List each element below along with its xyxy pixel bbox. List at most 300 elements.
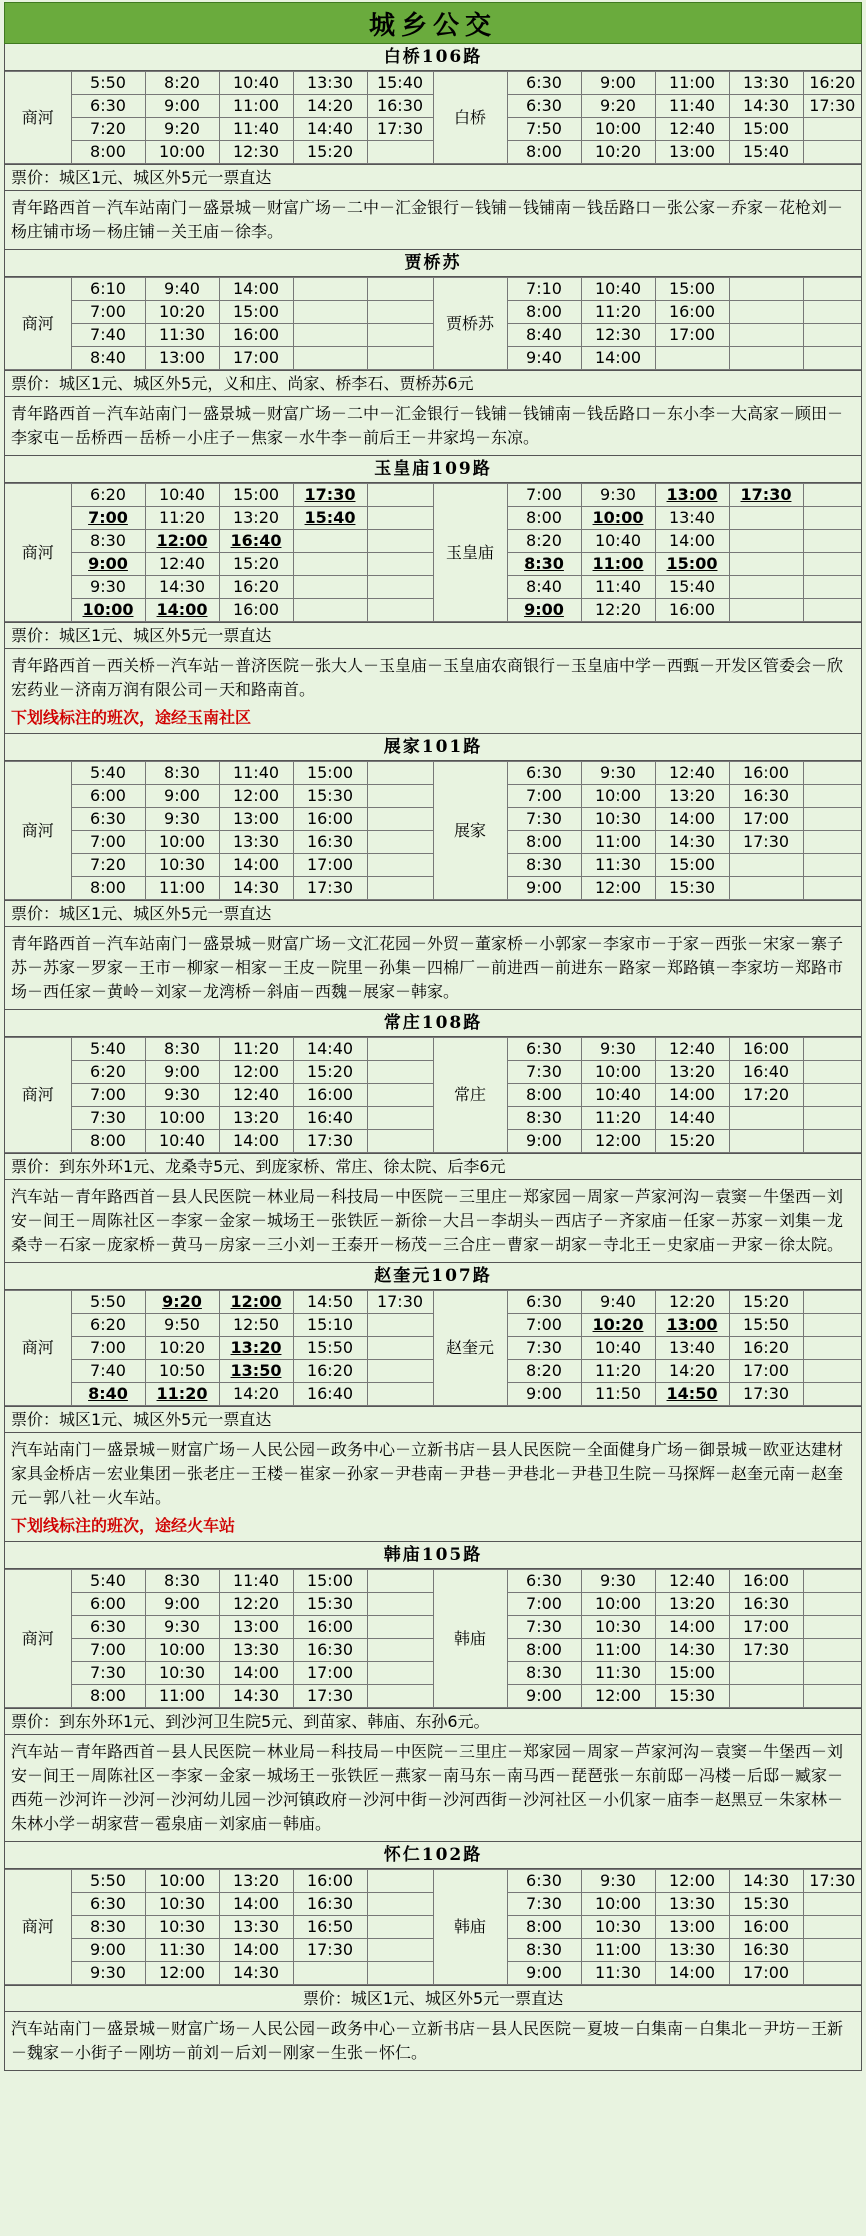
time-cell: 13:30 xyxy=(219,1916,293,1939)
time-cell: 14:50 xyxy=(293,1291,367,1314)
time-cell: 12:40 xyxy=(219,1084,293,1107)
schedule-table xyxy=(5,1869,861,1985)
time-cell: 15:00 xyxy=(729,118,803,141)
time-cell xyxy=(367,553,433,576)
time-cell: 16:00 xyxy=(219,599,293,622)
time-cell: 7:00 xyxy=(507,1314,581,1337)
time-cell: 13:00 xyxy=(655,1314,729,1337)
time-cell: 11:40 xyxy=(581,576,655,599)
time-cell xyxy=(367,1662,433,1685)
time-cell xyxy=(803,118,861,141)
time-cell: 9:00 xyxy=(507,1130,581,1153)
time-cell: 16:00 xyxy=(293,1084,367,1107)
time-cell: 14:20 xyxy=(293,95,367,118)
time-cell: 8:30 xyxy=(145,762,219,785)
time-cell: 14:50 xyxy=(655,1383,729,1406)
time-cell: 14:40 xyxy=(293,1038,367,1061)
time-cell: 11:30 xyxy=(581,854,655,877)
time-cell xyxy=(803,762,861,785)
time-cell: 5:50 xyxy=(71,72,145,95)
time-cell: 16:00 xyxy=(219,324,293,347)
time-cell: 9:40 xyxy=(507,347,581,370)
origin-station: 商河 xyxy=(5,1570,71,1708)
time-cell: 14:20 xyxy=(655,1360,729,1383)
time-cell: 10:20 xyxy=(145,1337,219,1360)
time-cell: 12:40 xyxy=(655,1038,729,1061)
time-cell: 7:10 xyxy=(507,278,581,301)
time-cell: 11:20 xyxy=(581,1360,655,1383)
time-cell: 17:30 xyxy=(367,118,433,141)
time-cell: 12:00 xyxy=(581,1685,655,1708)
route-title: 玉皇庙109路 xyxy=(5,456,861,483)
time-cell: 9:30 xyxy=(145,808,219,831)
time-cell xyxy=(367,1916,433,1939)
time-cell xyxy=(803,808,861,831)
time-cell xyxy=(803,530,861,553)
time-cell: 14:30 xyxy=(219,1685,293,1708)
time-cell: 12:00 xyxy=(581,1130,655,1153)
time-cell: 10:40 xyxy=(581,1084,655,1107)
route-title: 韩庙105路 xyxy=(5,1542,861,1569)
time-cell: 12:40 xyxy=(655,762,729,785)
table-row xyxy=(5,1570,861,1593)
time-cell: 8:40 xyxy=(71,347,145,370)
time-cell: 7:30 xyxy=(507,1893,581,1916)
time-cell: 9:00 xyxy=(145,95,219,118)
time-cell xyxy=(367,831,433,854)
time-cell: 6:20 xyxy=(71,1061,145,1084)
fare-info: 票价：城区1元、城区外5元一票直达 xyxy=(5,622,861,648)
time-cell: 16:30 xyxy=(293,1893,367,1916)
time-cell: 12:00 xyxy=(145,1962,219,1985)
time-cell: 17:30 xyxy=(293,1939,367,1962)
time-cell: 14:00 xyxy=(581,347,655,370)
time-cell: 9:00 xyxy=(507,599,581,622)
time-cell: 16:00 xyxy=(729,1916,803,1939)
time-cell xyxy=(729,278,803,301)
time-cell: 9:30 xyxy=(581,1038,655,1061)
time-cell: 10:30 xyxy=(145,1662,219,1685)
time-cell: 5:40 xyxy=(71,1570,145,1593)
time-cell: 16:00 xyxy=(293,1616,367,1639)
schedule-table xyxy=(5,1569,861,1708)
time-cell xyxy=(293,553,367,576)
time-cell: 15:40 xyxy=(367,72,433,95)
time-cell: 16:50 xyxy=(293,1916,367,1939)
time-cell: 15:30 xyxy=(293,1593,367,1616)
time-cell xyxy=(367,1616,433,1639)
time-cell xyxy=(803,1383,861,1406)
time-cell: 11:30 xyxy=(145,324,219,347)
time-cell: 16:00 xyxy=(293,808,367,831)
time-cell xyxy=(803,1893,861,1916)
destination-station: 白桥 xyxy=(433,72,507,164)
time-cell: 7:50 xyxy=(507,118,581,141)
time-cell: 9:20 xyxy=(581,95,655,118)
time-cell: 10:00 xyxy=(581,785,655,808)
origin-station: 商河 xyxy=(5,72,71,164)
time-cell: 17:00 xyxy=(729,1962,803,1985)
time-cell: 8:00 xyxy=(71,877,145,900)
time-cell: 8:30 xyxy=(507,1662,581,1685)
time-cell: 17:00 xyxy=(293,854,367,877)
time-cell: 15:30 xyxy=(729,1893,803,1916)
schedule-table xyxy=(5,277,861,370)
time-cell xyxy=(367,324,433,347)
time-cell: 10:00 xyxy=(71,599,145,622)
time-cell xyxy=(367,877,433,900)
time-cell: 7:20 xyxy=(71,118,145,141)
time-cell xyxy=(803,1685,861,1708)
time-cell: 15:30 xyxy=(655,1685,729,1708)
time-cell xyxy=(729,1107,803,1130)
time-cell: 7:30 xyxy=(71,1662,145,1685)
time-cell: 14:00 xyxy=(655,1616,729,1639)
time-cell: 9:20 xyxy=(145,118,219,141)
table-row xyxy=(5,762,861,785)
time-cell: 14:00 xyxy=(219,278,293,301)
route-block xyxy=(4,250,862,456)
time-cell: 12:40 xyxy=(655,1570,729,1593)
time-cell: 5:50 xyxy=(71,1291,145,1314)
time-cell xyxy=(367,1038,433,1061)
time-cell: 8:00 xyxy=(71,1130,145,1153)
time-cell: 12:40 xyxy=(655,118,729,141)
time-cell: 16:30 xyxy=(367,95,433,118)
time-cell: 9:30 xyxy=(71,576,145,599)
time-cell: 7:30 xyxy=(507,1061,581,1084)
time-cell xyxy=(803,599,861,622)
schedule-table xyxy=(5,761,861,900)
time-cell xyxy=(367,1685,433,1708)
time-cell: 14:00 xyxy=(219,1939,293,1962)
time-cell: 14:00 xyxy=(219,1130,293,1153)
time-cell: 16:30 xyxy=(729,1939,803,1962)
time-cell: 11:40 xyxy=(219,1570,293,1593)
time-cell: 11:20 xyxy=(145,1383,219,1406)
stop-list: 青年路西首－汽车站南门－盛景城－财富广场－二中－汇金银行－钱铺－钱铺南－钱岳路口－张公家－乔家－花枪刘－杨庄铺市场－杨庄铺－关王庙－徐李。 xyxy=(5,190,861,249)
time-cell: 13:00 xyxy=(219,1616,293,1639)
time-cell: 17:30 xyxy=(293,484,367,507)
time-cell: 14:00 xyxy=(219,1662,293,1685)
time-cell: 15:20 xyxy=(293,141,367,164)
time-cell: 6:10 xyxy=(71,278,145,301)
time-cell: 5:50 xyxy=(71,1870,145,1893)
time-cell xyxy=(803,785,861,808)
time-cell: 8:30 xyxy=(145,1038,219,1061)
time-cell: 13:20 xyxy=(655,785,729,808)
time-cell: 8:00 xyxy=(507,831,581,854)
time-cell xyxy=(293,576,367,599)
time-cell: 15:00 xyxy=(655,1662,729,1685)
route-block xyxy=(4,1842,862,2071)
time-cell: 6:20 xyxy=(71,1314,145,1337)
time-cell: 17:30 xyxy=(367,1291,433,1314)
time-cell: 12:20 xyxy=(655,1291,729,1314)
time-cell: 7:40 xyxy=(71,324,145,347)
time-cell: 10:30 xyxy=(145,854,219,877)
time-cell: 15:50 xyxy=(293,1337,367,1360)
time-cell: 7:00 xyxy=(507,1593,581,1616)
stop-list: 青年路西首－西关桥－汽车站－普济医院－张大人－玉皇庙－玉皇庙农商银行－玉皇庙中学－西甄－开发区管委会－欣宏药业－济南万润有限公司－天和路南首。 xyxy=(5,648,861,707)
time-cell: 11:30 xyxy=(581,1662,655,1685)
table-row xyxy=(5,72,861,95)
time-cell: 8:30 xyxy=(507,854,581,877)
time-cell xyxy=(367,1337,433,1360)
time-cell: 16:30 xyxy=(293,1639,367,1662)
route-title: 怀仁102路 xyxy=(5,1842,861,1869)
time-cell: 13:00 xyxy=(655,141,729,164)
time-cell xyxy=(367,1061,433,1084)
time-cell xyxy=(729,599,803,622)
time-cell: 9:30 xyxy=(71,1962,145,1985)
time-cell: 10:00 xyxy=(581,1061,655,1084)
time-cell xyxy=(367,1870,433,1893)
time-cell: 15:00 xyxy=(293,762,367,785)
time-cell: 8:30 xyxy=(71,530,145,553)
time-cell: 10:30 xyxy=(145,1893,219,1916)
time-cell: 14:00 xyxy=(145,599,219,622)
time-cell: 13:40 xyxy=(655,1337,729,1360)
time-cell: 12:50 xyxy=(219,1314,293,1337)
time-cell: 17:30 xyxy=(729,1639,803,1662)
origin-station: 商河 xyxy=(5,484,71,622)
destination-station: 赵奎元 xyxy=(433,1291,507,1406)
time-cell: 8:20 xyxy=(507,1360,581,1383)
route-note: 下划线标注的班次，途经玉南社区 xyxy=(11,708,252,727)
time-cell: 7:20 xyxy=(71,854,145,877)
time-cell: 9:40 xyxy=(581,1291,655,1314)
time-cell: 14:30 xyxy=(219,877,293,900)
time-cell: 11:20 xyxy=(581,301,655,324)
route-list xyxy=(4,44,862,2071)
time-cell: 13:30 xyxy=(655,1939,729,1962)
time-cell: 13:00 xyxy=(145,347,219,370)
time-cell: 6:30 xyxy=(71,1616,145,1639)
time-cell: 7:00 xyxy=(71,1639,145,1662)
time-cell: 6:20 xyxy=(71,484,145,507)
time-cell: 10:40 xyxy=(581,278,655,301)
time-cell: 7:00 xyxy=(507,484,581,507)
time-cell: 10:40 xyxy=(145,1130,219,1153)
time-cell: 15:20 xyxy=(219,553,293,576)
time-cell: 9:40 xyxy=(145,278,219,301)
time-cell: 9:30 xyxy=(581,1570,655,1593)
time-cell: 11:00 xyxy=(145,1685,219,1708)
time-cell xyxy=(367,854,433,877)
time-cell xyxy=(803,484,861,507)
time-cell: 6:00 xyxy=(71,785,145,808)
time-cell: 9:00 xyxy=(71,553,145,576)
time-cell xyxy=(293,530,367,553)
time-cell: 11:00 xyxy=(219,95,293,118)
time-cell: 9:30 xyxy=(581,762,655,785)
time-cell: 9:00 xyxy=(507,877,581,900)
time-cell: 7:30 xyxy=(507,1616,581,1639)
time-cell: 15:20 xyxy=(655,1130,729,1153)
time-cell xyxy=(367,1383,433,1406)
time-cell xyxy=(367,530,433,553)
time-cell: 9:20 xyxy=(145,1291,219,1314)
destination-station: 常庄 xyxy=(433,1038,507,1153)
time-cell: 17:30 xyxy=(293,1130,367,1153)
time-cell: 17:30 xyxy=(729,831,803,854)
time-cell: 15:50 xyxy=(729,1314,803,1337)
time-cell xyxy=(293,1962,367,1985)
time-cell: 12:40 xyxy=(145,553,219,576)
time-cell: 12:00 xyxy=(581,877,655,900)
time-cell: 9:00 xyxy=(507,1685,581,1708)
time-cell: 7:30 xyxy=(507,808,581,831)
time-cell: 16:30 xyxy=(293,831,367,854)
time-cell: 10:40 xyxy=(581,1337,655,1360)
time-cell: 16:40 xyxy=(219,530,293,553)
time-cell xyxy=(367,599,433,622)
time-cell: 8:00 xyxy=(507,1084,581,1107)
time-cell xyxy=(367,1084,433,1107)
stop-list: 汽车站南门－盛景城－财富广场－人民公园－政务中心－立新书店－县人民医院－全面健身广场－御景城－欧亚达建材家具金桥店－宏业集团－张老庄－王楼－崔家－孙家－尹巷南－尹巷－尹巷北－尹巷卫生院－马探辉－赵奎元南－赵奎元－郭八社－火车站。 xyxy=(5,1432,861,1515)
schedule-table xyxy=(5,71,861,164)
table-row xyxy=(5,484,861,507)
time-cell: 17:00 xyxy=(655,324,729,347)
time-cell xyxy=(729,1130,803,1153)
time-cell xyxy=(803,1962,861,1985)
schedule-table xyxy=(5,483,861,622)
time-cell: 14:00 xyxy=(655,808,729,831)
stop-list: 汽车站南门－盛景城－财富广场－人民公园－政务中心－立新书店－县人民医院－夏坡－白集南－白集北－尹坊－王新－魏家－小街子－刚坊－前刘－后刘－刚家－生张－怀仁。 xyxy=(5,2011,861,2070)
time-cell: 11:40 xyxy=(219,762,293,785)
fare-info: 票价：到东外环1元、到沙河卫生院5元、到苗家、韩庙、东孙6元。 xyxy=(5,1708,861,1734)
time-cell: 17:30 xyxy=(803,1870,861,1893)
time-cell: 16:30 xyxy=(729,785,803,808)
time-cell: 10:20 xyxy=(145,301,219,324)
time-cell: 17:20 xyxy=(729,1084,803,1107)
time-cell xyxy=(803,1916,861,1939)
time-cell xyxy=(729,1662,803,1685)
time-cell xyxy=(803,1038,861,1061)
time-cell: 6:30 xyxy=(507,1038,581,1061)
time-cell: 6:30 xyxy=(71,95,145,118)
time-cell xyxy=(803,1130,861,1153)
time-cell: 15:40 xyxy=(729,141,803,164)
time-cell xyxy=(367,1107,433,1130)
fare-info: 票价：到东外环1元、龙桑寺5元、到庞家桥、常庄、徐太院、后李6元 xyxy=(5,1153,861,1179)
time-cell: 7:00 xyxy=(71,1084,145,1107)
time-cell xyxy=(803,1570,861,1593)
time-cell: 8:40 xyxy=(507,324,581,347)
time-cell: 15:00 xyxy=(655,278,729,301)
table-row xyxy=(5,1291,861,1314)
time-cell: 16:20 xyxy=(293,1360,367,1383)
time-cell: 14:40 xyxy=(293,118,367,141)
time-cell: 14:30 xyxy=(655,831,729,854)
time-cell: 17:30 xyxy=(729,1383,803,1406)
time-cell: 7:40 xyxy=(71,1360,145,1383)
time-cell: 16:00 xyxy=(655,599,729,622)
time-cell xyxy=(729,530,803,553)
time-cell xyxy=(293,301,367,324)
time-cell: 15:00 xyxy=(655,553,729,576)
time-cell xyxy=(367,785,433,808)
stop-list: 青年路西首－汽车站南门－盛景城－财富广场－二中－汇金银行－钱铺－钱铺南－钱岳路口－东小李－大高家－顾田－李家屯－岳桥西－岳桥－小庄子－焦家－水牛李－前后王－井家坞－东凉。 xyxy=(5,396,861,455)
time-cell: 10:00 xyxy=(581,507,655,530)
table-row xyxy=(5,278,861,301)
time-cell: 10:00 xyxy=(145,831,219,854)
time-cell: 15:00 xyxy=(293,1570,367,1593)
fare-info: 票价：城区1元、城区外5元，义和庄、尚家、桥李石、贾桥苏6元 xyxy=(5,370,861,396)
time-cell: 7:00 xyxy=(71,301,145,324)
time-cell: 6:00 xyxy=(71,1593,145,1616)
time-cell xyxy=(293,599,367,622)
stop-list: 青年路西首－汽车站南门－盛景城－财富广场－文汇花园－外贸－董家桥－小郭家－李家市－于家－西张－宋家－寨子苏－苏家－罗家－王市－柳家－相家－王皮－院里－孙集－四棉厂－前进西－前进东－路家－郑路镇－李家坊－郑路市场－西任家－黄岭－刘家－龙湾桥－斜庙－西魏－展家－韩家。 xyxy=(5,926,861,1009)
time-cell: 7:30 xyxy=(507,1337,581,1360)
time-cell: 14:00 xyxy=(655,1084,729,1107)
time-cell: 12:00 xyxy=(145,530,219,553)
time-cell: 11:00 xyxy=(145,877,219,900)
time-cell: 13:20 xyxy=(655,1593,729,1616)
time-cell: 8:40 xyxy=(507,576,581,599)
time-cell: 10:00 xyxy=(145,1870,219,1893)
time-cell: 8:00 xyxy=(507,301,581,324)
time-cell xyxy=(803,1061,861,1084)
time-cell: 6:30 xyxy=(507,762,581,785)
time-cell xyxy=(293,347,367,370)
time-cell: 10:40 xyxy=(145,484,219,507)
time-cell xyxy=(367,1130,433,1153)
time-cell xyxy=(729,301,803,324)
time-cell: 7:30 xyxy=(71,1107,145,1130)
time-cell xyxy=(367,1360,433,1383)
time-cell xyxy=(293,278,367,301)
time-cell: 12:00 xyxy=(219,785,293,808)
time-cell xyxy=(367,1893,433,1916)
time-cell xyxy=(803,507,861,530)
time-cell: 12:20 xyxy=(219,1593,293,1616)
table-row xyxy=(5,1870,861,1893)
time-cell: 9:50 xyxy=(145,1314,219,1337)
time-cell: 10:30 xyxy=(581,808,655,831)
time-cell: 12:20 xyxy=(581,599,655,622)
time-cell: 11:30 xyxy=(145,1939,219,1962)
time-cell: 11:00 xyxy=(581,1939,655,1962)
time-cell: 16:00 xyxy=(729,1038,803,1061)
time-cell: 9:30 xyxy=(145,1616,219,1639)
time-cell: 15:30 xyxy=(655,877,729,900)
time-cell: 5:40 xyxy=(71,1038,145,1061)
time-cell xyxy=(729,324,803,347)
time-cell xyxy=(803,347,861,370)
fare-info: 票价：城区1元、城区外5元一票直达 xyxy=(5,164,861,190)
time-cell: 8:40 xyxy=(71,1383,145,1406)
time-cell xyxy=(367,1939,433,1962)
time-cell: 12:00 xyxy=(219,1061,293,1084)
destination-station: 韩庙 xyxy=(433,1570,507,1708)
time-cell: 10:00 xyxy=(145,1107,219,1130)
time-cell: 16:00 xyxy=(655,301,729,324)
time-cell xyxy=(803,1639,861,1662)
time-cell: 17:00 xyxy=(219,347,293,370)
time-cell: 14:00 xyxy=(655,1962,729,1985)
destination-station: 韩庙 xyxy=(433,1870,507,1985)
time-cell: 9:00 xyxy=(145,785,219,808)
time-cell: 15:00 xyxy=(219,484,293,507)
time-cell xyxy=(367,576,433,599)
time-cell: 15:40 xyxy=(655,576,729,599)
time-cell xyxy=(655,347,729,370)
time-cell: 15:40 xyxy=(293,507,367,530)
route-block xyxy=(4,1010,862,1263)
time-cell xyxy=(803,301,861,324)
